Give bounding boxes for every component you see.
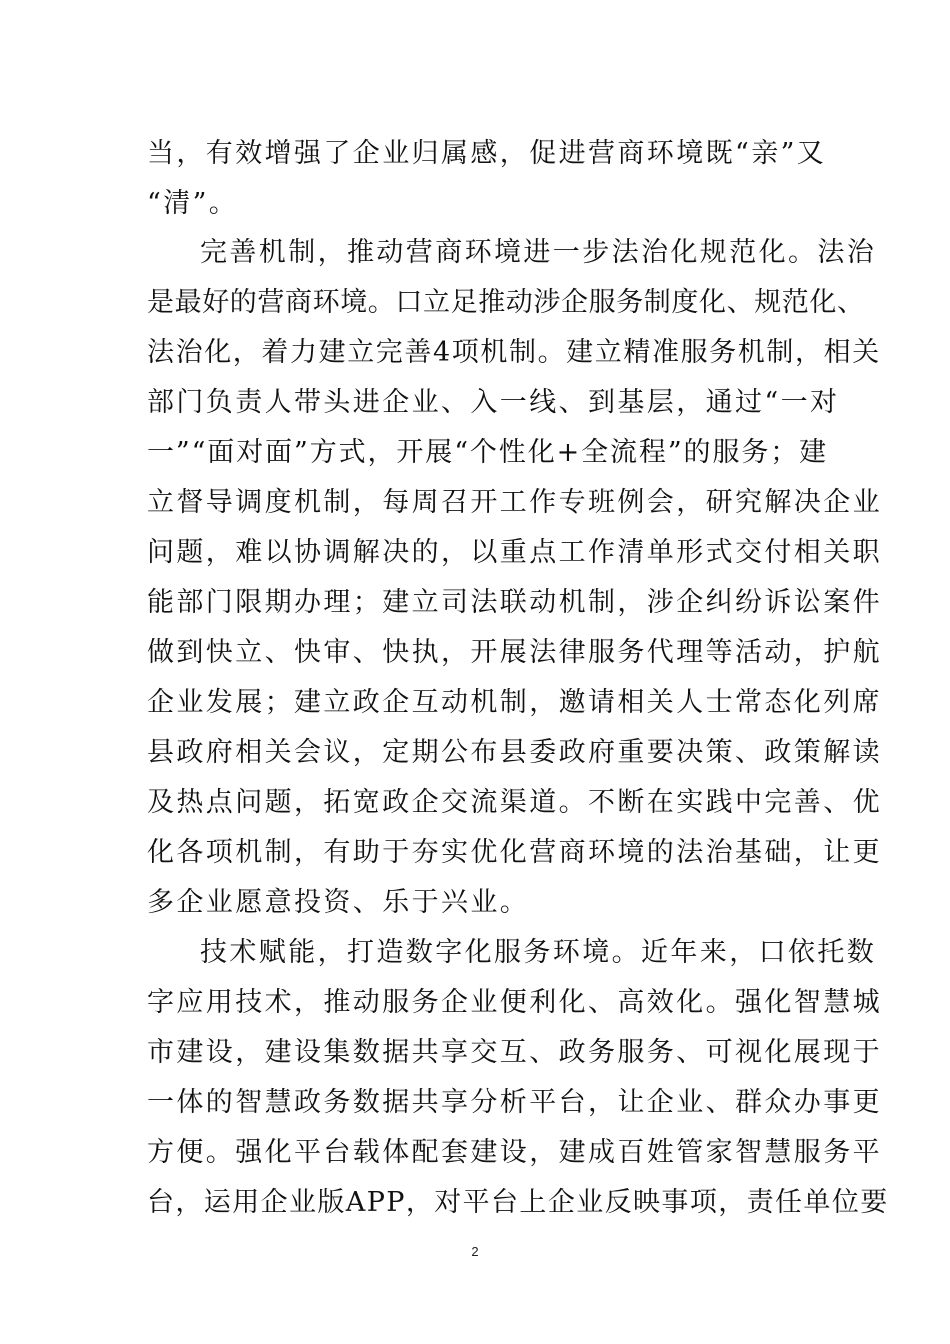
text-line: 方便。强化平台载体配套建设，建成百姓管家智慧服务平 (147, 1137, 882, 1168)
text-line: “清”。 (147, 188, 239, 219)
page-number: 2 (471, 1244, 479, 1259)
text-line: 字应用技术，推动服务企业便利化、高效化。强化智慧城 (147, 987, 882, 1018)
text-line: 县政府相关会议，定期公布县委政府重要决策、政策解读 (147, 737, 882, 768)
text-line: 化各项机制，有助于夯实优化营商环境的法治基础，让更 (147, 837, 882, 868)
text-line: 及热点问题，拓宽政企交流渠道。不断在实践中完善、优 (147, 787, 882, 818)
text-line: 立督导调度机制，每周召开工作专班例会，研究解决企业 (147, 487, 882, 518)
text-line: 法治化，着力建立完善4项机制。建立精准服务机制，相关 (147, 337, 881, 368)
text-line: 市建设，建设集数据共享交互、政务服务、可视化展现于 (147, 1037, 882, 1068)
text-line: 一体的智慧政务数据共享分析平台，让企业、群众办事更 (147, 1087, 882, 1118)
text-line: 能部门限期办理；建立司法联动机制，涉企纠纷诉讼案件 (147, 587, 882, 618)
text-line: 多企业愿意投资、乐于兴业。 (147, 887, 530, 918)
text-line: 台，运用企业版APP，对平台上企业反映事项，责任单位要 (147, 1187, 889, 1218)
text-line: 当，有效增强了企业归属感，促进营商环境既“亲”又 (147, 138, 827, 169)
text-line: 问题，难以协调解决的，以重点工作清单形式交付相关职 (147, 537, 882, 568)
text-line: 是最好的营商环境。口立足推动涉企服务制度化、规范化、 (147, 287, 865, 318)
paragraph-start-line: 技术赋能，打造数字化服务环境。近年来，口依托数 (200, 937, 877, 968)
text-line: 部门负责人带头进企业、入一线、到基层，通过“一对 (147, 387, 840, 418)
text-line: 企业发展；建立政企互动机制，邀请相关人士常态化列席 (147, 687, 882, 718)
text-line: 做到快立、快审、快执，开展法律服务代理等活动，护航 (147, 637, 882, 668)
text-line: 一”“面对面”方式，开展“个性化+全流程”的服务；建 (147, 437, 829, 468)
paragraph-start-line: 完善机制，推动营商环境进一步法治化规范化。法治 (200, 237, 877, 268)
